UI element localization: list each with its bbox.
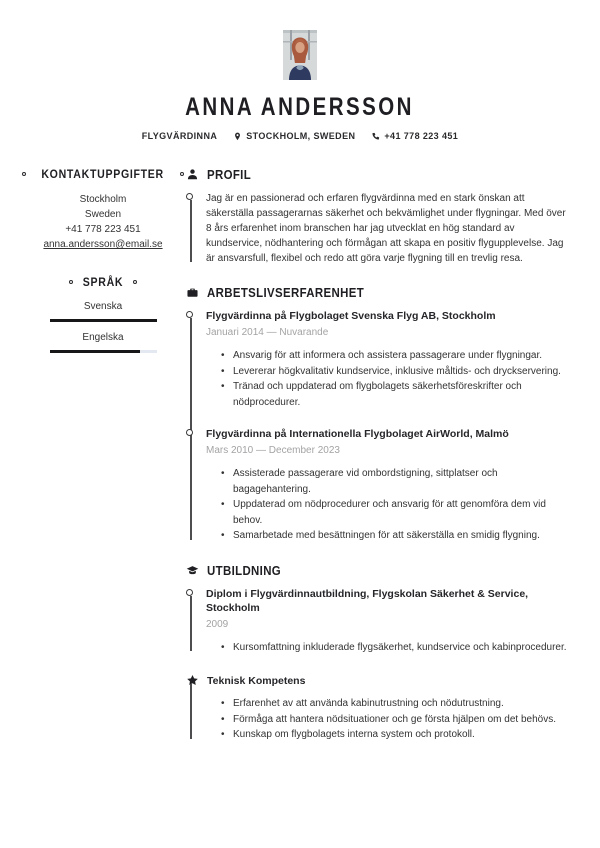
location-label: STOCKHOLM, SWEDEN	[246, 131, 356, 141]
job-period: Januari 2014 — Nuvarande	[206, 327, 329, 338]
job-bullets	[206, 348, 572, 410]
profile-section	[186, 167, 572, 266]
ornament-dot	[133, 280, 137, 284]
bullet-item: • Levererar högkvalitativ kundservice, inklusive måltids- och dryckservering.	[221, 364, 572, 380]
contact-section	[28, 167, 178, 252]
skills-heading	[186, 674, 572, 687]
language-name: Engelska	[82, 332, 124, 343]
email-link[interactable]: anna.andersson@email.se	[43, 239, 163, 250]
degree-title: Diplom i Flygvärdinnautbildning, Flygskolan Säkerhet & Service, Stockholm	[206, 587, 529, 614]
job-title: Flygvärdinna på Internationella Flygbolaget AirWorld, Malmö	[206, 428, 509, 440]
education-entry	[206, 587, 572, 656]
contact-phone: +41 778 223 451	[65, 224, 141, 235]
main-content	[186, 167, 572, 762]
experience-timeline	[186, 309, 572, 544]
education-heading	[186, 563, 572, 578]
languages-heading	[28, 275, 178, 289]
education-title: UTBILDNING	[207, 562, 282, 578]
portrait-illustration	[283, 30, 317, 80]
skills-entry	[206, 696, 572, 743]
header-subline	[0, 131, 600, 141]
person-icon	[186, 168, 199, 181]
bullet-item: • Ansvarig för att informera och assistera passagerare under flygningar.	[221, 348, 572, 364]
bullet-item: • Kunskap om flygbolagets interna system och protokoll.	[221, 727, 572, 743]
language-level-fill	[50, 319, 157, 322]
bullet-item: • Uppdaterad om nödprocedurer och ansvarig för att genomföra dem vid behov.	[221, 497, 572, 528]
job-title: Flygvärdinna på Flygbolaget Svenska Flyg AB, Stockholm	[206, 310, 496, 322]
profile-timeline	[186, 191, 572, 266]
star-icon	[186, 674, 199, 687]
job-period: Mars 2010 — December 2023	[206, 445, 340, 456]
role-label: FLYGVÄRDINNA	[141, 131, 218, 141]
bullet-item: • Erfarenhet av att använda kabinutrustning och nödutrustning.	[221, 696, 572, 712]
bullet-item: • Förmåga att hantera nödsituationer och ge första hjälpen om det behövs.	[221, 712, 572, 728]
language-level-fill	[50, 350, 141, 353]
language-item	[28, 331, 178, 353]
body-columns	[0, 167, 600, 762]
graduation-cap-icon	[186, 564, 199, 577]
ornament-dot	[22, 172, 26, 176]
skills-section	[186, 674, 572, 743]
languages-heading-label: SPRÅK	[82, 275, 124, 289]
job-bullets	[206, 466, 572, 544]
skills-title: Teknisk Kompetens	[207, 674, 306, 687]
profile-entry	[206, 191, 572, 266]
ornament-dot	[180, 172, 184, 176]
contact-country: Sweden	[84, 209, 122, 220]
contact-city: Stockholm	[79, 194, 127, 205]
degree-period: 2009	[206, 618, 229, 630]
experience-heading	[186, 285, 572, 300]
profile-title: PROFIL	[207, 167, 252, 182]
map-pin-icon	[233, 132, 242, 141]
bullet-item: • Tränad och uppdaterad om flygbolagets säkerhetsföreskrifter och nödprocedurer.	[221, 379, 572, 410]
contact-heading	[28, 167, 178, 181]
skills-bullets	[206, 696, 572, 743]
bullet-item: • Kursomfattning inkluderade flygsäkerhet, kundservice och kabinprocedurer.	[221, 640, 572, 656]
language-name: Svenska	[83, 301, 123, 312]
ornament-dot	[69, 280, 73, 284]
briefcase-icon	[186, 286, 199, 299]
degree-bullets	[206, 640, 572, 656]
location-item	[233, 131, 355, 141]
experience-title: ARBETSLIVSERFARENHET	[207, 285, 365, 300]
experience-entry	[206, 427, 572, 544]
experience-entry	[206, 309, 572, 410]
profile-photo	[283, 30, 317, 80]
experience-section	[186, 285, 572, 544]
profile-heading	[186, 167, 572, 182]
bullet-item: • Assisterade passagerare vid ombordstigning, sittplatser och bagagehantering.	[221, 466, 572, 497]
profile-text: Jag är en passionerad och erfaren flygvärdinna med en stark önskan att säkerställa passagerarnas säkerhet och bekvämlighet under flygningar. Med över 8 års erfarenhet inom branschen har jag utvecklat en hög standard av kundservice, nödhantering och förmågan att skapa en positiv flygupplevelse. Jag är ansvarsfull, flexibel och redo att göra varje flygning till en trevlig resa.	[206, 193, 566, 264]
sidebar	[28, 167, 178, 762]
language-item	[28, 300, 178, 322]
languages-section	[28, 275, 178, 353]
candidate-name: ANNA ANDERSSON	[185, 93, 415, 121]
role-item	[142, 131, 217, 141]
contact-heading-label: KONTAKTUPPGIFTER	[41, 167, 165, 181]
skills-timeline	[186, 696, 572, 743]
phone-label: +41 778 223 451	[384, 131, 459, 141]
education-timeline	[186, 587, 572, 656]
phone-item	[371, 131, 458, 141]
education-section	[186, 563, 572, 656]
page-title	[0, 93, 600, 122]
language-level-bar	[50, 319, 157, 322]
bullet-item: • Samarbetade med besättningen för att säkerställa en smidig flygning.	[221, 528, 572, 544]
language-level-bar	[50, 350, 157, 353]
phone-icon	[371, 132, 380, 141]
header	[0, 0, 600, 141]
